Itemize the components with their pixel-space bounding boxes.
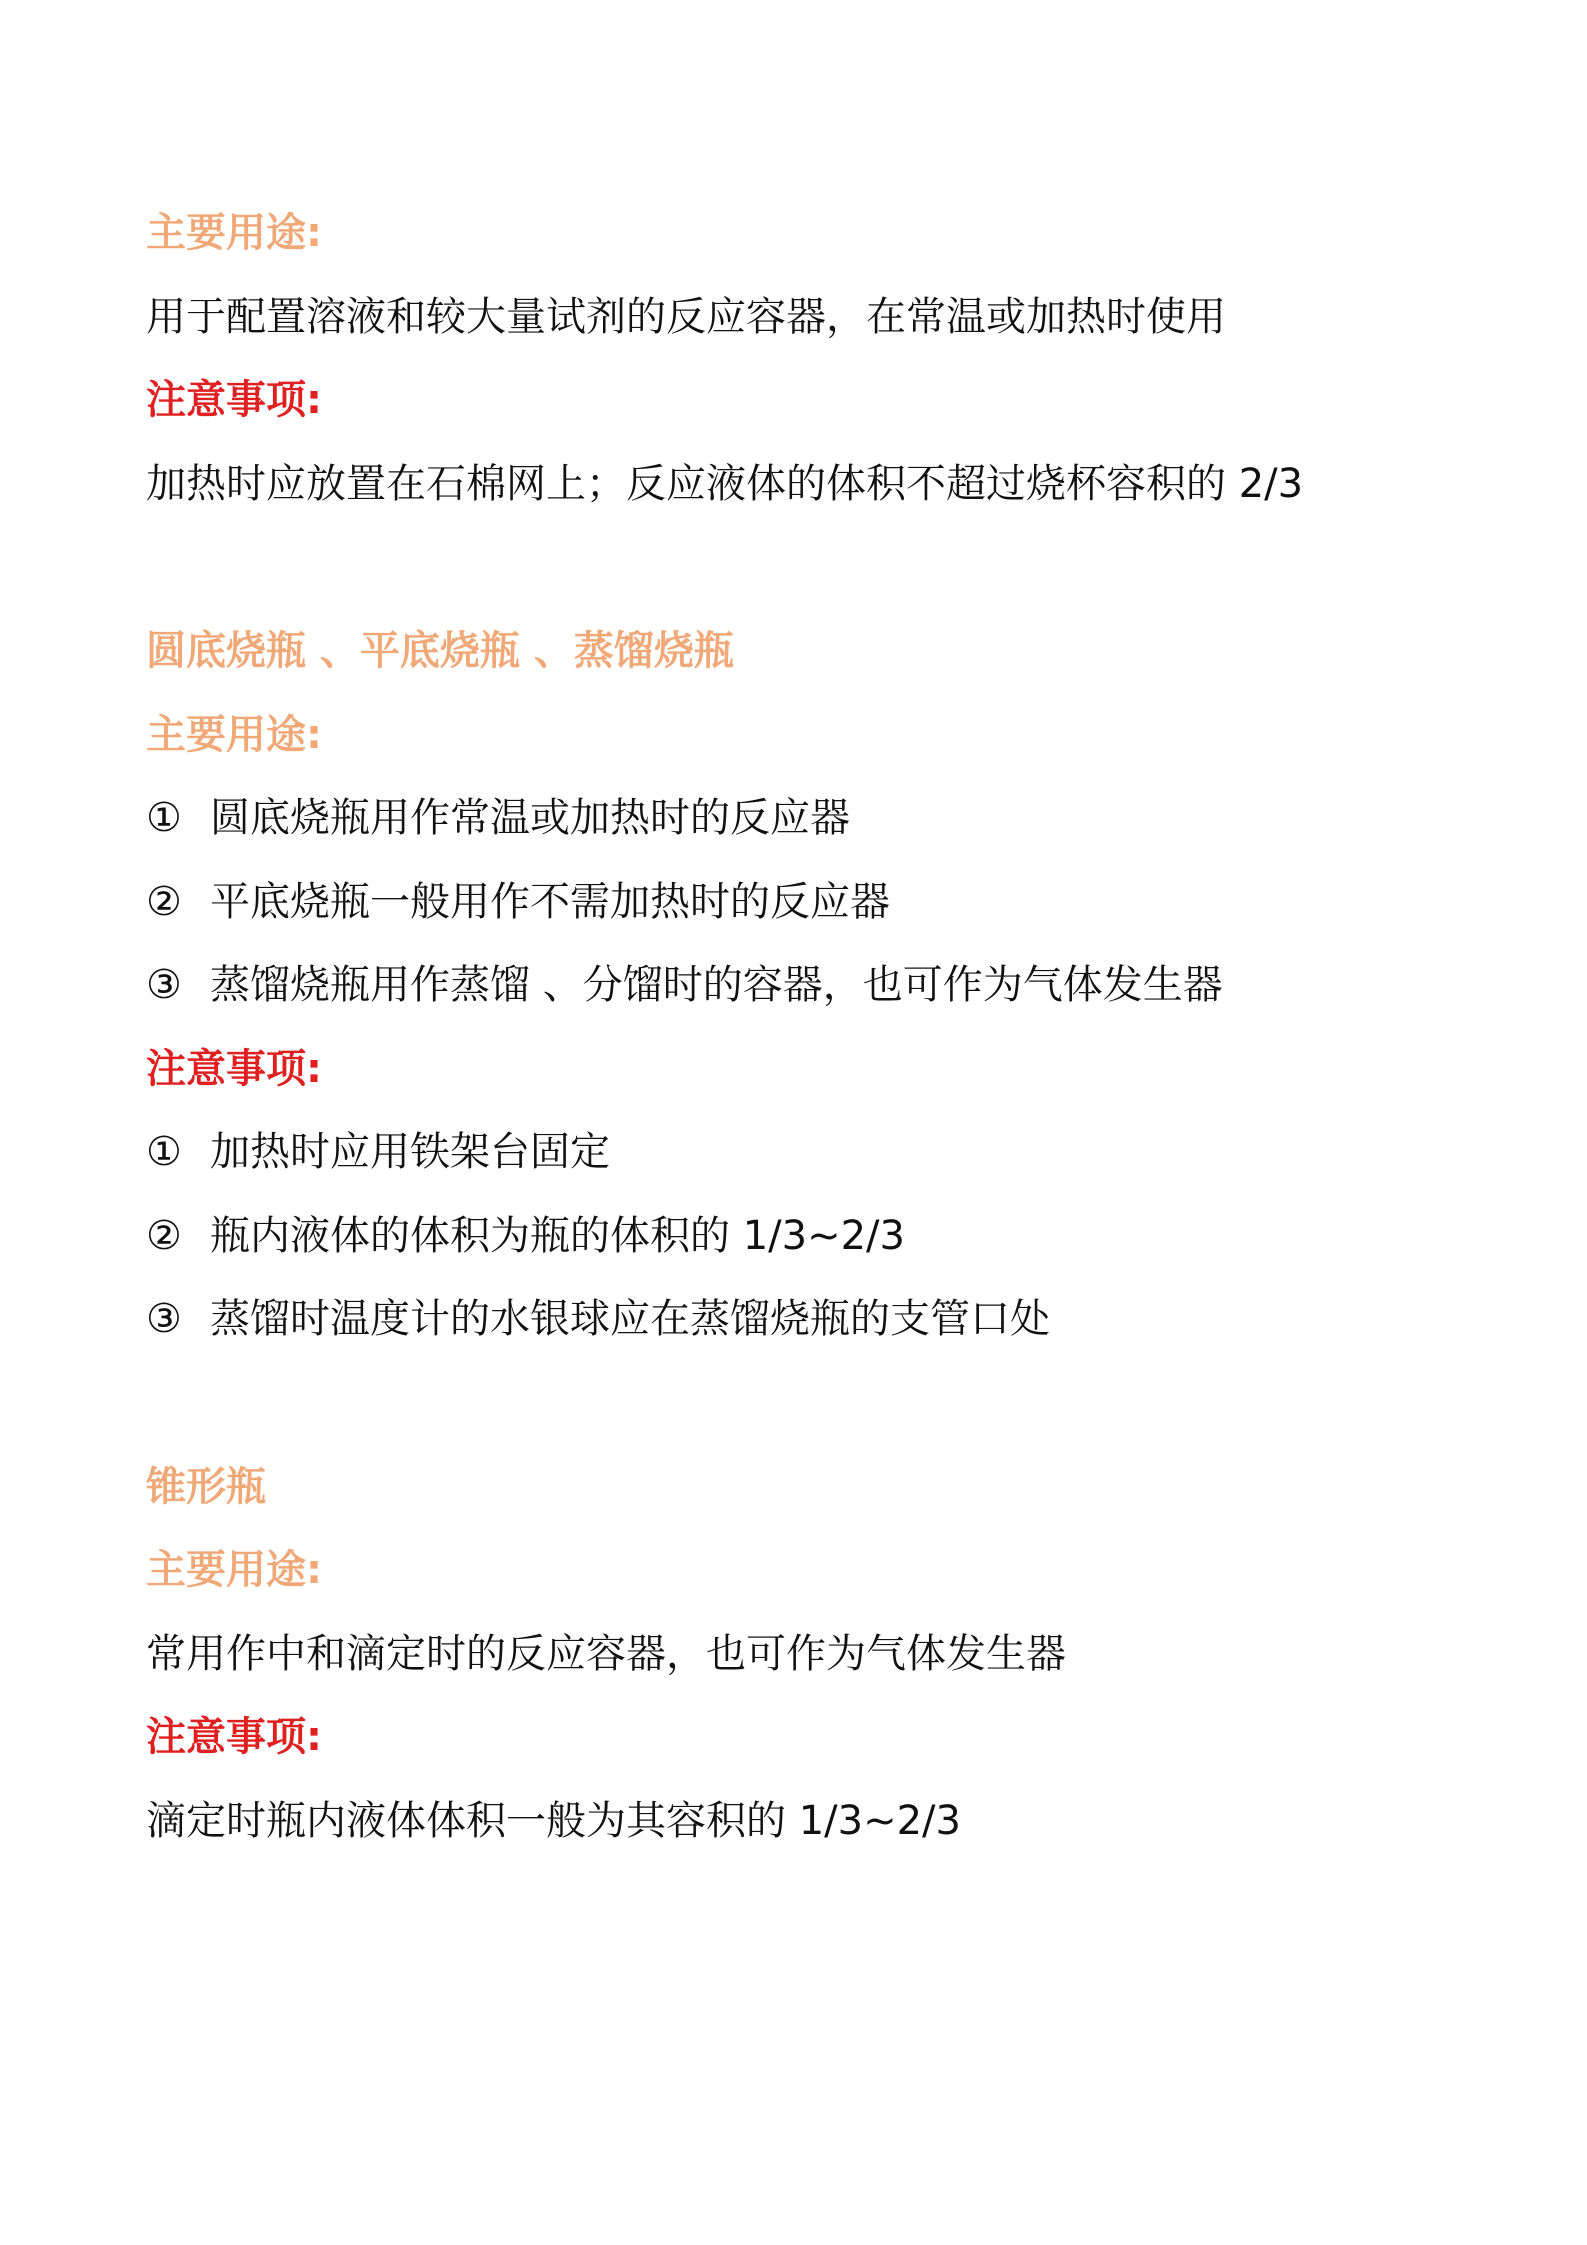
section1-caution-text: 加热时应放置在石棉网上；反应液体的体积不超过烧杯容积的 2/3 xyxy=(146,461,1304,507)
item-text: 平底烧瓶一般用作不需加热时的反应器 xyxy=(210,879,890,925)
item-number: ② xyxy=(146,879,182,925)
section2-heading: 圆底烧瓶 、平底烧瓶 、蒸馏烧瓶 xyxy=(146,628,734,674)
section3-caution-label: 注意事项: xyxy=(146,1714,322,1760)
section1-usage-text: 用于配置溶液和较大量试剂的反应容器，在常温或加热时使用 xyxy=(146,294,1226,340)
section2-usage-item xyxy=(146,876,890,928)
section2-usage-label: 主要用途: xyxy=(146,712,322,758)
item-number: ② xyxy=(146,1213,182,1259)
item-number: ① xyxy=(146,1129,182,1175)
item-text: 圆底烧瓶用作常温或加热时的反应器 xyxy=(210,795,850,841)
item-number: ③ xyxy=(146,1296,182,1342)
item-number: ① xyxy=(146,795,182,841)
item-text: 瓶内液体的体积为瓶的体积的 1/3~2/3 xyxy=(210,1213,905,1259)
section3-usage-text: 常用作中和滴定时的反应容器，也可作为气体发生器 xyxy=(146,1631,1066,1677)
section2-usage-item xyxy=(146,959,1223,1011)
section3-heading: 锥形瓶 xyxy=(146,1464,266,1510)
section2-caution-item xyxy=(146,1210,905,1262)
item-text: 蒸馏烧瓶用作蒸馏 、分馏时的容器，也可作为气体发生器 xyxy=(210,962,1223,1008)
section2-usage-item xyxy=(146,792,850,844)
section3-caution-text: 滴定时瓶内液体体积一般为其容积的 1/3~2/3 xyxy=(146,1798,961,1844)
section1-caution-label: 注意事项: xyxy=(146,377,322,423)
section1-usage-label: 主要用途: xyxy=(146,210,322,256)
item-text: 加热时应用铁架台固定 xyxy=(210,1129,610,1175)
section2-caution-item xyxy=(146,1293,1050,1345)
item-text: 蒸馏时温度计的水银球应在蒸馏烧瓶的支管口处 xyxy=(210,1296,1050,1342)
section2-caution-item xyxy=(146,1126,610,1178)
section3-usage-label: 主要用途: xyxy=(146,1547,322,1593)
section2-caution-label: 注意事项: xyxy=(146,1046,322,1092)
item-number: ③ xyxy=(146,962,182,1008)
